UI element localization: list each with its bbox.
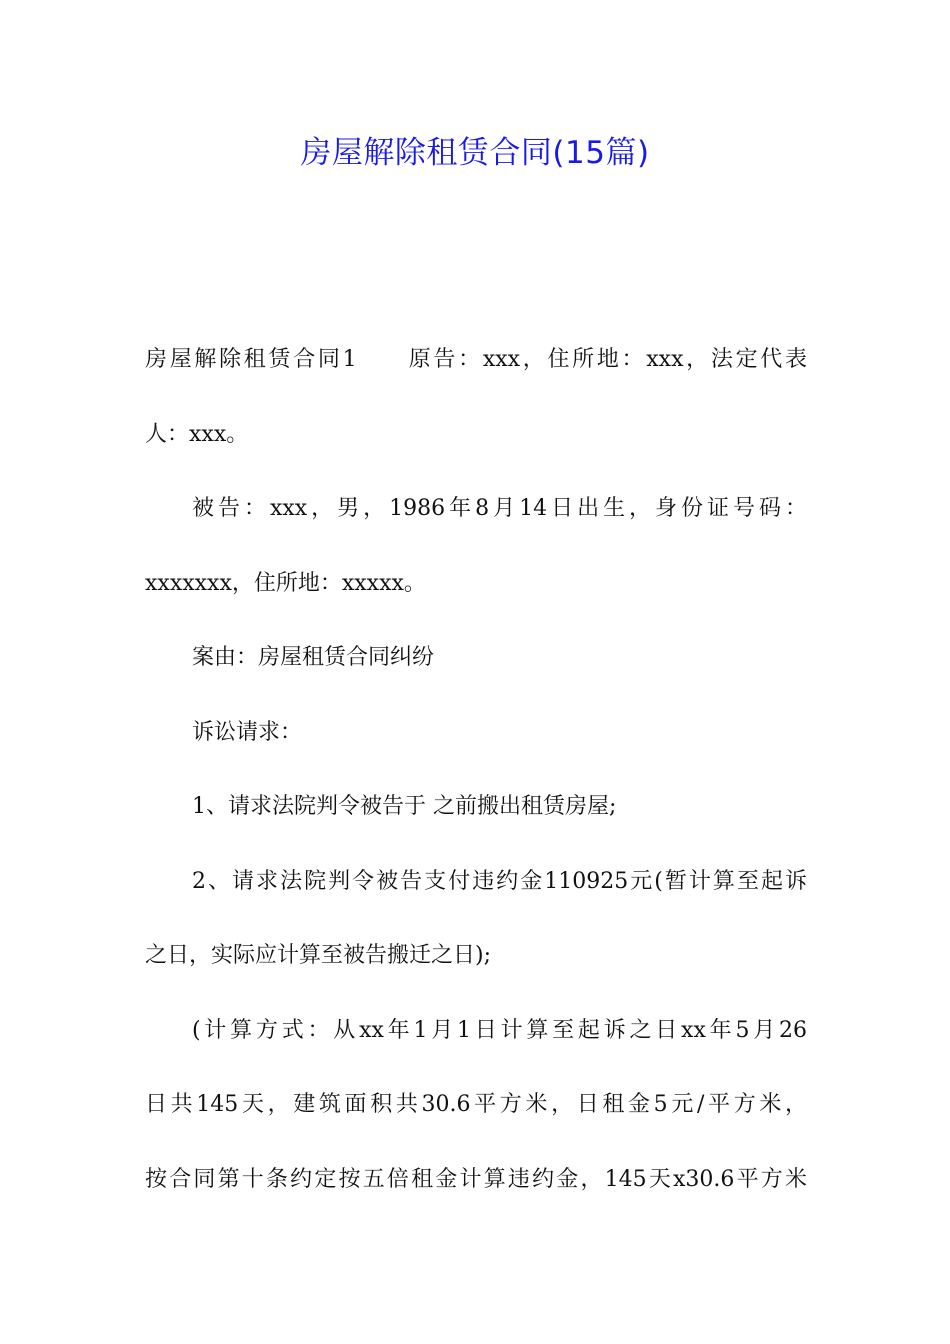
paragraph-line: 诉讼请求： (192, 719, 303, 745)
paragraph-line: xxxxxxx，住所地：xxxxx。 (145, 570, 426, 596)
document-title: 房屋解除租赁合同(15篇) (300, 135, 650, 171)
paragraph-line: (计算方式：从xx年1月1日计算至起诉之日xx年5月26 (192, 1017, 807, 1043)
paragraph-line: 房屋解除租赁合同1 原告：xxx，住所地：xxx，法定代表 (145, 347, 807, 372)
document-body (145, 338, 807, 1232)
paragraph-line: 日共145天，建筑面积共30.6平方米，日租金5元/平方米， (145, 1092, 807, 1117)
paragraph-line: 按合同第十条约定按五倍租金计算违约金，145天x30.6平方米 (145, 1166, 807, 1192)
paragraph-line: 被告：xxx，男，1986年8月14日出生，身份证号码： (192, 496, 807, 521)
paragraph-line: 人：xxx。 (145, 421, 249, 447)
paragraph-line: 2、请求法院判令被告支付违约金110925元(暂计算至起诉 (192, 868, 807, 894)
paragraph-line: 案由：房屋租赁合同纠纷 (192, 645, 435, 670)
paragraph-line: 1、请求法院判令被告于 之前搬出租赁房屋; (192, 794, 617, 819)
paragraph-line: 之日，实际应计算至被告搬迁之日); (145, 943, 491, 968)
